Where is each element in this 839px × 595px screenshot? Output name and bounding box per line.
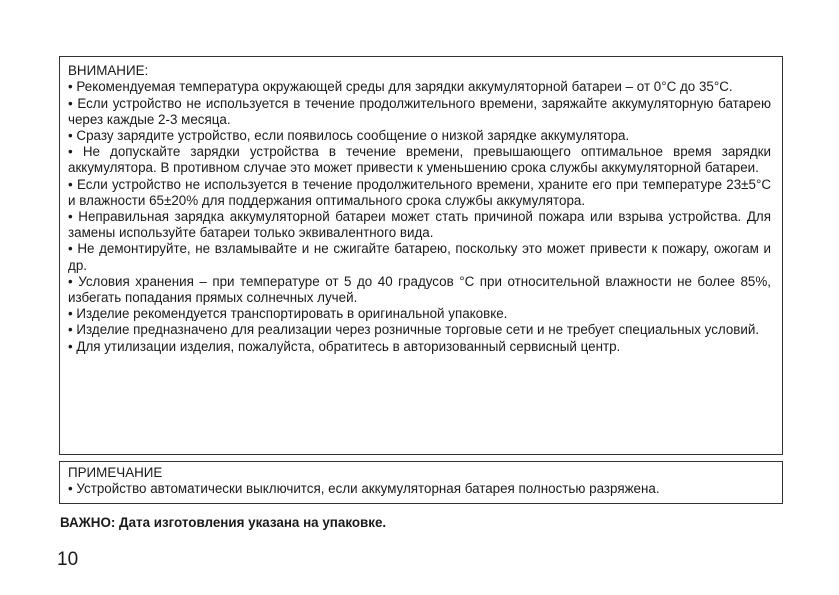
warning-item: • Изделие предназначено для реализации через розничные торговые сети и не требует специальных условий.	[68, 322, 771, 338]
warning-item: • Если устройство не используется в течение продолжительного времени, заряжайте аккумуляторную батарею через каждые 2-3 месяца.	[68, 96, 771, 128]
note-box	[59, 461, 783, 504]
warning-item: • Не демонтируйте, не взламывайте и не сжигайте батарею, поскольку это может привести к пожару, ожогам и др.	[68, 241, 771, 273]
warning-box	[59, 56, 783, 455]
warning-item: • Неправильная зарядка аккумуляторной батареи может стать причиной пожара или взрыва устройства. Для замены используйте батареи только эквивалентного вида.	[68, 209, 771, 241]
warning-item: • Рекомендуемая температура окружающей среды для зарядки аккумуляторной батареи – от 0°С до 35°С.	[68, 79, 771, 95]
warning-heading: ВНИМАНИЕ:	[68, 63, 149, 78]
warning-item: • Изделие рекомендуется транспортировать в оригинальной упаковке.	[68, 306, 771, 322]
warning-item: • Сразу зарядите устройство, если появилось сообщение о низкой зарядке аккумулятора.	[68, 128, 771, 144]
note-heading: ПРИМЕЧАНИЕ	[68, 465, 163, 480]
warning-item: • Не допускайте зарядки устройства в течение времени, превышающего оптимальное время зарядки аккумулятора. В противном случае это может привести к уменьшению срока службы аккумуляторной батареи.	[68, 144, 771, 176]
warning-item: • Если устройство не используется в течение продолжительного времени, храните его при температуре 23±5°С и влажности 65±20% для поддержания оптимального срока службы аккумулятора.	[68, 177, 771, 209]
warning-item: • Для утилизации изделия, пожалуйста, обратитесь в авторизованный сервисный центр.	[68, 339, 771, 355]
note-item: • Устройство автоматически выключится, если аккумуляторная батарея полностью разряжена.	[68, 481, 771, 497]
page-number: 10	[57, 549, 79, 570]
warning-item: • Условия хранения – при температуре от 5 до 40 градусов °С при относительной влажности не более 85%, избегать попадания прямых солнечных лучей.	[68, 274, 771, 306]
important-notice: ВАЖНО: Дата изготовления указана на упаковке.	[60, 515, 387, 530]
